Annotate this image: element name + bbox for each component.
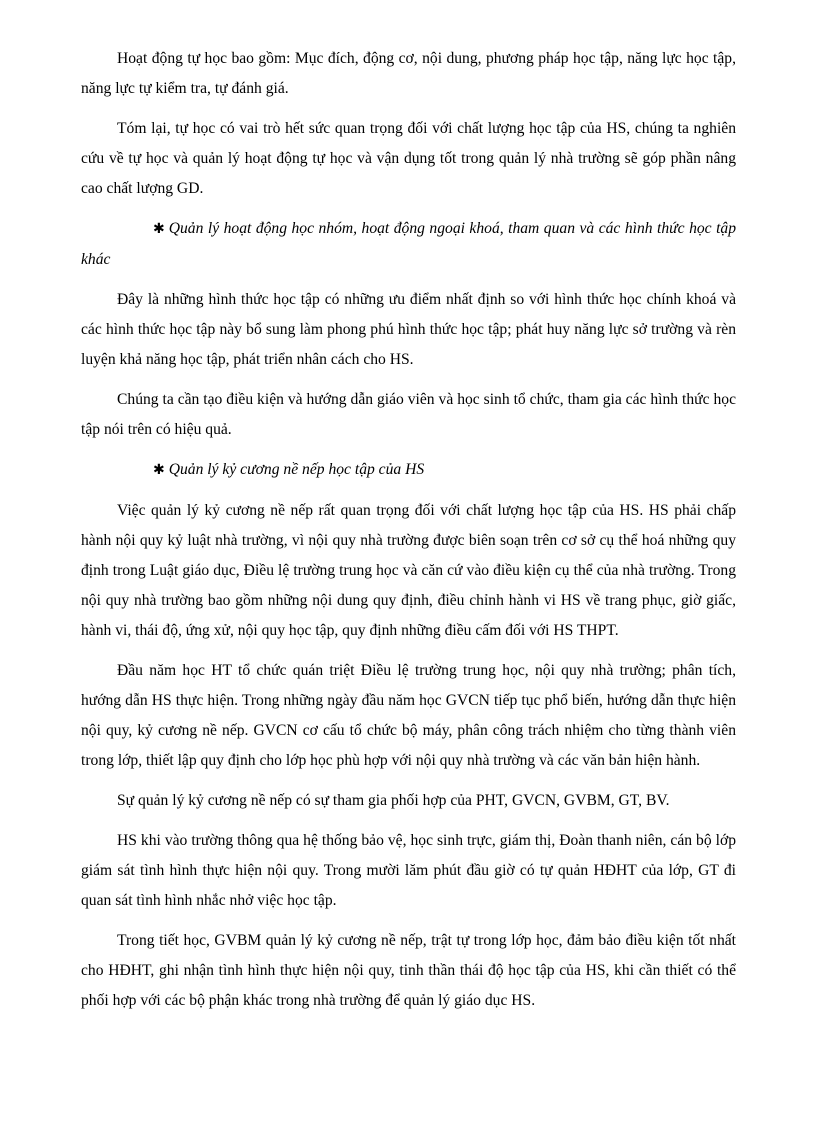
paragraph-in-class: Trong tiết học, GVBM quản lý kỷ cương nề nếp, trật tự trong lớp học, đảm bảo điều kiện tốt nhất cho HĐHT, ghi nhận tình hình thực hiện nội quy, tinh thần thái độ học tập của HS, khi cần thiết có thể phối hợp với các bộ phận khác trong nhà trường để quản lý giáo dục HS. bbox=[81, 932, 736, 1009]
asterisk-bullet-icon: ✱ bbox=[153, 222, 165, 237]
paragraph-participants: Sự quản lý kỷ cương nề nếp có sự tham gia phối hợp của PHT, GVCN, GVBM, GT, BV. bbox=[117, 792, 670, 809]
paragraph-self-study-summary: Tóm lại, tự học có vai trò hết sức quan trọng đối với chất lượng học tập của HS, chúng ta nghiên cứu về tự học và quản lý hoạt động tự học và vận dụng tốt trong quản lý nhà trường sẽ góp phần nâng cao chất lượng GD. bbox=[81, 120, 736, 197]
paragraph-self-study-components: Hoạt động tự học bao gồm: Mục đích, động cơ, nội dung, phương pháp học tập, năng lực học tập, năng lực tự kiểm tra, tự đánh giá. bbox=[81, 50, 736, 97]
section-heading-group-activities bbox=[81, 214, 736, 275]
asterisk-bullet-icon: ✱ bbox=[153, 463, 165, 478]
paragraph-learning-forms-advantages: Đây là những hình thức học tập có những ưu điểm nhất định so với hình thức học chính khoá và các hình thức học tập này bổ sung làm phong phú hình thức học tập; phát huy năng lực sở trường và rèn luyện khả năng học tập, phát triển nhân cách cho HS. bbox=[81, 291, 736, 368]
section-heading-text: Quản lý kỷ cương nề nếp học tập của HS bbox=[168, 461, 425, 478]
section-heading-discipline bbox=[81, 455, 736, 486]
paragraph-start-of-year: Đầu năm học HT tổ chức quán triệt Điều lệ trường trung học, nội quy nhà trường; phân tích, hướng dẫn HS thực hiện. Trong những ngày đầu năm học GVCN tiếp tục phổ biến, hướng dẫn thực hiện nội quy, kỷ cương nề nếp. GVCN cơ cấu tổ chức bộ máy, phân công trách nhiệm cho từng thành viên trong lớp, thiết lập quy định cho lớp học phù hợp với nội quy nhà trường và các văn bản hiện hành. bbox=[81, 662, 736, 769]
document-page bbox=[81, 44, 736, 1026]
paragraph-discipline-importance: Việc quản lý kỷ cương nề nếp rất quan trọng đối với chất lượng học tập của HS. HS phải chấp hành nội quy kỷ luật nhà trường, vì nội quy nhà trường được biên soạn trên cơ sở cụ thể hoá những quy định trong Luật giáo dục, Điều lệ trường trung học và căn cứ vào điều kiện cụ thể của nhà trường. Trong nội quy nhà trường bao gồm những nội dung quy định, điều chỉnh hành vi HS về trang phục, giờ giấc, hành vi, thái độ, ứng xử, nội quy học tập, quy định những điều cấm đối với HS THPT. bbox=[81, 502, 736, 639]
paragraph-supervision: HS khi vào trường thông qua hệ thống bảo vệ, học sinh trực, giám thị, Đoàn thanh niên, cán bộ lớp giám sát tình hình thực hiện nội quy. Trong mười lăm phút đầu giờ có tự quản HĐHT của lớp, GT đi quan sát tình hình nhắc nhở việc học tập. bbox=[81, 832, 736, 909]
paragraph-create-conditions: Chúng ta cần tạo điều kiện và hướng dẫn giáo viên và học sinh tổ chức, tham gia các hình thức học tập nói trên có hiệu quả. bbox=[81, 391, 736, 438]
section-heading-text: Quản lý hoạt động học nhóm, hoạt động ngoại khoá, tham quan và các hình thức học tập khác bbox=[81, 220, 736, 268]
